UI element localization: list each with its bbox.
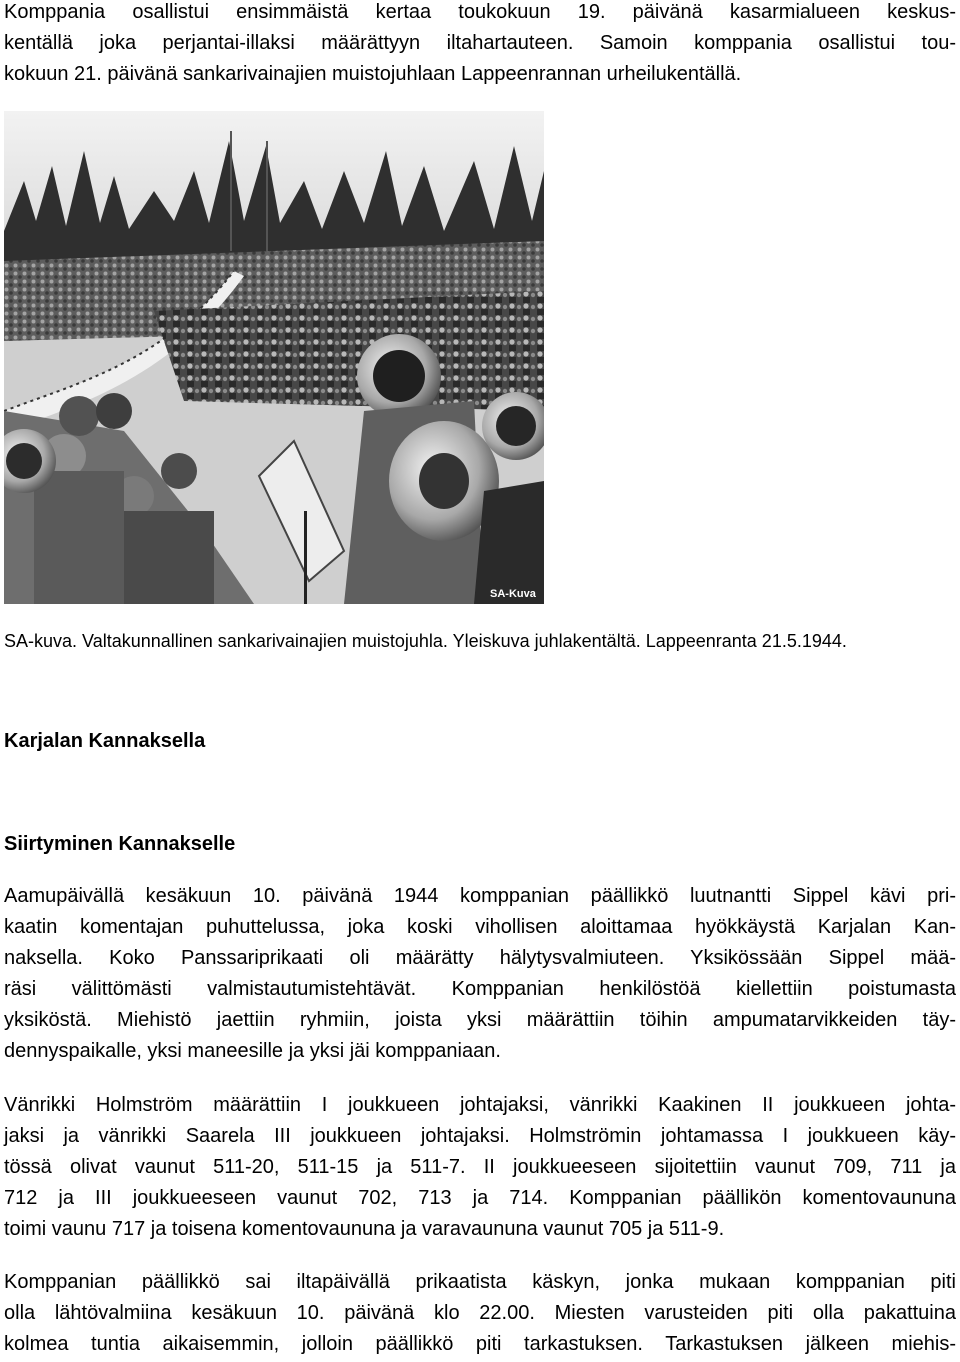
paragraph-2-line-1: Vänrikki Holmström määrättiin I joukkueen johtajaksi, vänrikki Kaakinen II joukkueen johta- [4,1094,956,1116]
memorial-ceremony-photo [4,111,544,604]
paragraph-1-line-2: kaatin komentajan puhuttelussa, joka koski vihollisen aloittamaa hyökkäystä Karjalan Kan- [4,916,956,938]
paragraph-1-line-6: dennyspaikalle, yksi maneesille ja yksi jäi komppaniaan. [4,1040,501,1062]
paragraph-1-line-1: Aamupäivällä kesäkuun 10. päivänä 1944 komppanian päällikkö luutnantti Sippel kävi pri- [4,885,956,907]
paragraph-2-line-3: tössä olivat vaunut 511-20, 511-15 ja 511-7. II joukkueeseen sijoitettiin vaunut 709, 711 ja [4,1156,956,1178]
paragraph-2-line-2: jaksi ja vänrikki Saarela III joukkueen johtajaksi. Holmströmin johtamassa I joukkueen käy- [4,1125,956,1147]
sa-kuva-watermark: SA-Kuva [490,588,536,600]
paragraph-1-line-5: yksiköstä. Miehistö jaettiin ryhmiin, joista yksi määrättiin töihin ampumatarvikkeiden täy- [4,1009,956,1031]
section-title: Karjalan Kannaksella [4,730,206,752]
paragraph-3-line-2: olla lähtövalmiina kesäkuun 10. päivänä klo 22.00. Miesten varusteiden piti olla pakattuina [4,1302,956,1324]
intro-line-1: Komppania osallistui ensimmäistä kertaa toukokuun 19. päivänä kasarmialueen keskus- [4,1,956,23]
intro-line-2: kentällä joka perjantai-illaksi määrättyyn iltahartauteen. Samoin komppania osallistui tou- [4,32,956,54]
paragraph-1-line-4: räsi välittömästi valmistautumistehtävät. Komppanian henkilöstöä kiellettiin poistumasta [4,978,956,1000]
section-subtitle: Siirtyminen Kannakselle [4,833,236,855]
paragraph-3-line-3: kolmea tuntia aikaisemmin, jolloin päällikkö piti tarkastuksen. Tarkastuksen jälkeen miehis- [4,1333,956,1355]
paragraph-2-line-4: 712 ja III joukkueeseen vaunut 702, 713 ja 714. Komppanian päällikön komentovaununa [4,1187,956,1209]
paragraph-3-line-1: Komppanian päällikkö sai iltapäivällä prikaatista käskyn, jonka mukaan komppanian piti [4,1271,956,1293]
paragraph-1-line-3: naksella. Koko Panssariprikaati oli määrätty hälytysvalmiuteen. Yksikössään Sippel mää- [4,947,956,969]
photo-caption: SA-kuva. Valtakunnallinen sankarivainajien muistojuhla. Yleiskuva juhlakentältä. Lappeenranta 21.5.1944. [4,631,847,651]
intro-line-3: kokuun 21. päivänä sankarivainajien muistojuhlaan Lappeenrannan urheilukentällä. [4,63,742,85]
paragraph-2-line-5: toimi vaunu 717 ja toisena komentovaununa ja varavaununa vaunut 705 ja 511-9. [4,1218,725,1240]
